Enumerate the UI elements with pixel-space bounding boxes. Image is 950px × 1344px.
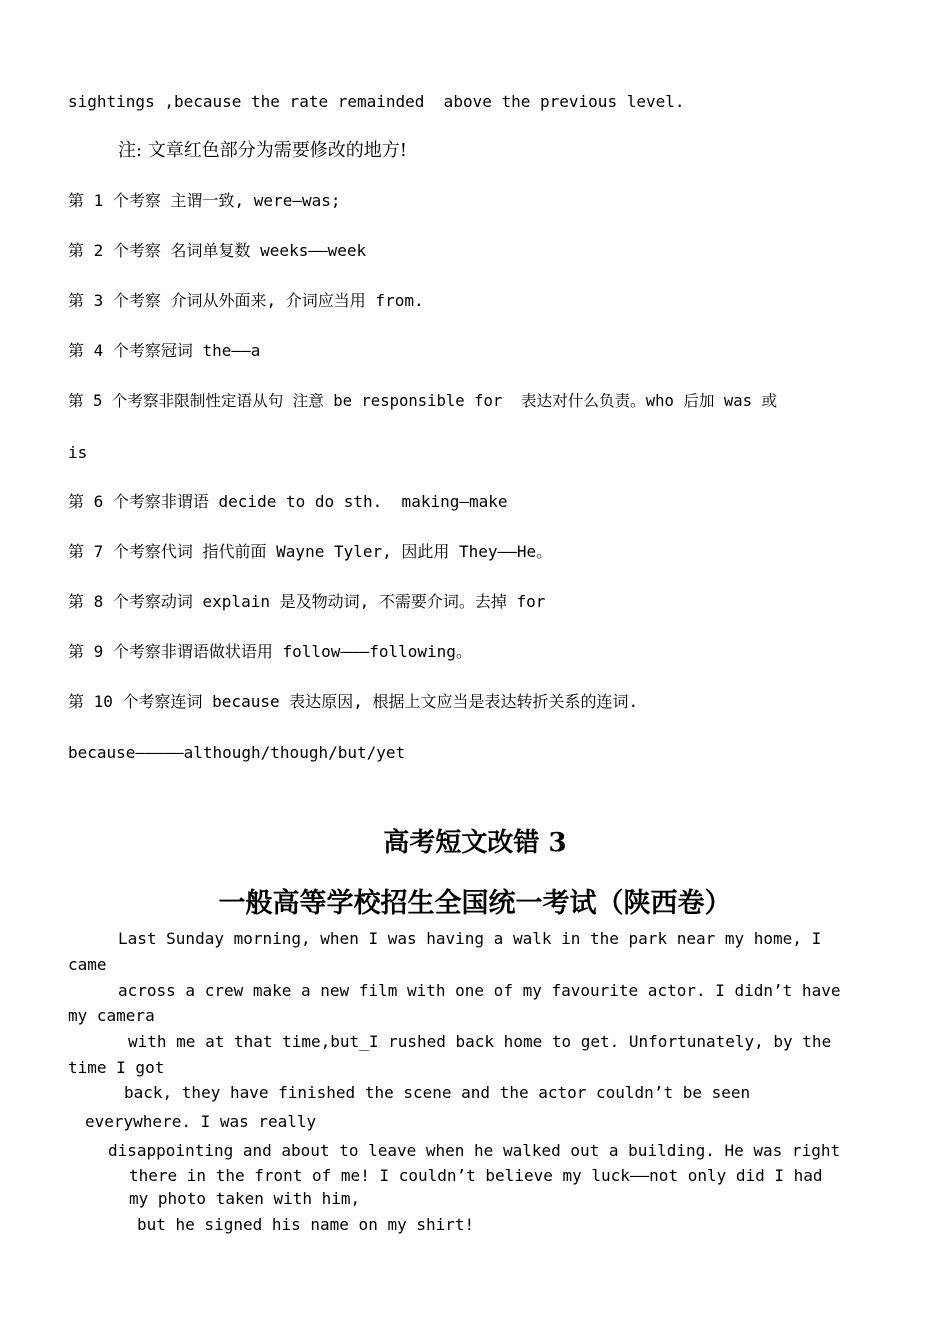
passage-line: back, they have finished the scene and the actor couldn’t be seen — [124, 1083, 751, 1102]
passage-line: across a crew make a new film with one of my favourite actor. I didn’t have — [118, 981, 841, 1000]
answer-item: is — [68, 443, 88, 462]
answer-item: 第 3 个考察 介词从外面来, 介词应当用 from. — [68, 291, 424, 310]
passage-line: Last Sunday morning, when I was having a walk in the park near my home, I — [118, 929, 822, 948]
passage-line: everywhere. I was really — [85, 1112, 317, 1131]
answer-item: 第 7 个考察代词 指代前面 Wayne Tyler, 因此用 They——He。 — [68, 542, 553, 561]
exam-title: 一般高等学校招生全国统一考试（陕西卷） — [218, 888, 732, 919]
answer-item: 第 10 个考察连词 because 表达原因, 根据上文应当是表达转折关系的连词. — [68, 692, 639, 711]
passage-line: my camera — [68, 1006, 155, 1025]
answer-item: 第 2 个考察 名词单复数 weeks——week — [68, 241, 367, 260]
answer-item: 第 1 个考察 主谓一致, were—was; — [68, 191, 341, 210]
answer-item: 第 9 个考察非谓语做状语用 follow———following。 — [68, 642, 472, 661]
answer-item: 第 5 个考察非限制性定语从句 注意 be responsible for 表达对什么负责。who 后加 was 或 — [68, 392, 778, 410]
answer-item: 第 4 个考察冠词 the——a — [68, 341, 261, 360]
text-line: sightings ,because the rate remainded above the previous level. — [68, 92, 685, 111]
answer-item: because—————although/though/but/yet — [68, 743, 406, 762]
passage-line: came — [68, 955, 107, 974]
passage-line: but he signed his name on my shirt! — [137, 1215, 475, 1234]
passage-line: my photo taken with him, — [129, 1189, 361, 1208]
answer-item: 第 8 个考察动词 explain 是及物动词, 不需要介词。去掉 for — [68, 592, 546, 611]
note-line: 注: 文章红色部分为需要修改的地方! — [118, 140, 408, 161]
passage-line: time I got — [68, 1058, 165, 1077]
passage-line: with me at that time,but_I rushed back home to get. Unfortunately, by the — [128, 1032, 832, 1051]
answer-item: 第 6 个考察非谓语 decide to do sth. making—make — [68, 492, 508, 511]
section-title: 高考短文改错 3 — [383, 828, 567, 858]
passage-line: disappointing and about to leave when he walked out a building. He was right — [108, 1141, 841, 1160]
passage-line: there in the front of me! I couldn’t believe my luck——not only did I had — [129, 1166, 823, 1185]
